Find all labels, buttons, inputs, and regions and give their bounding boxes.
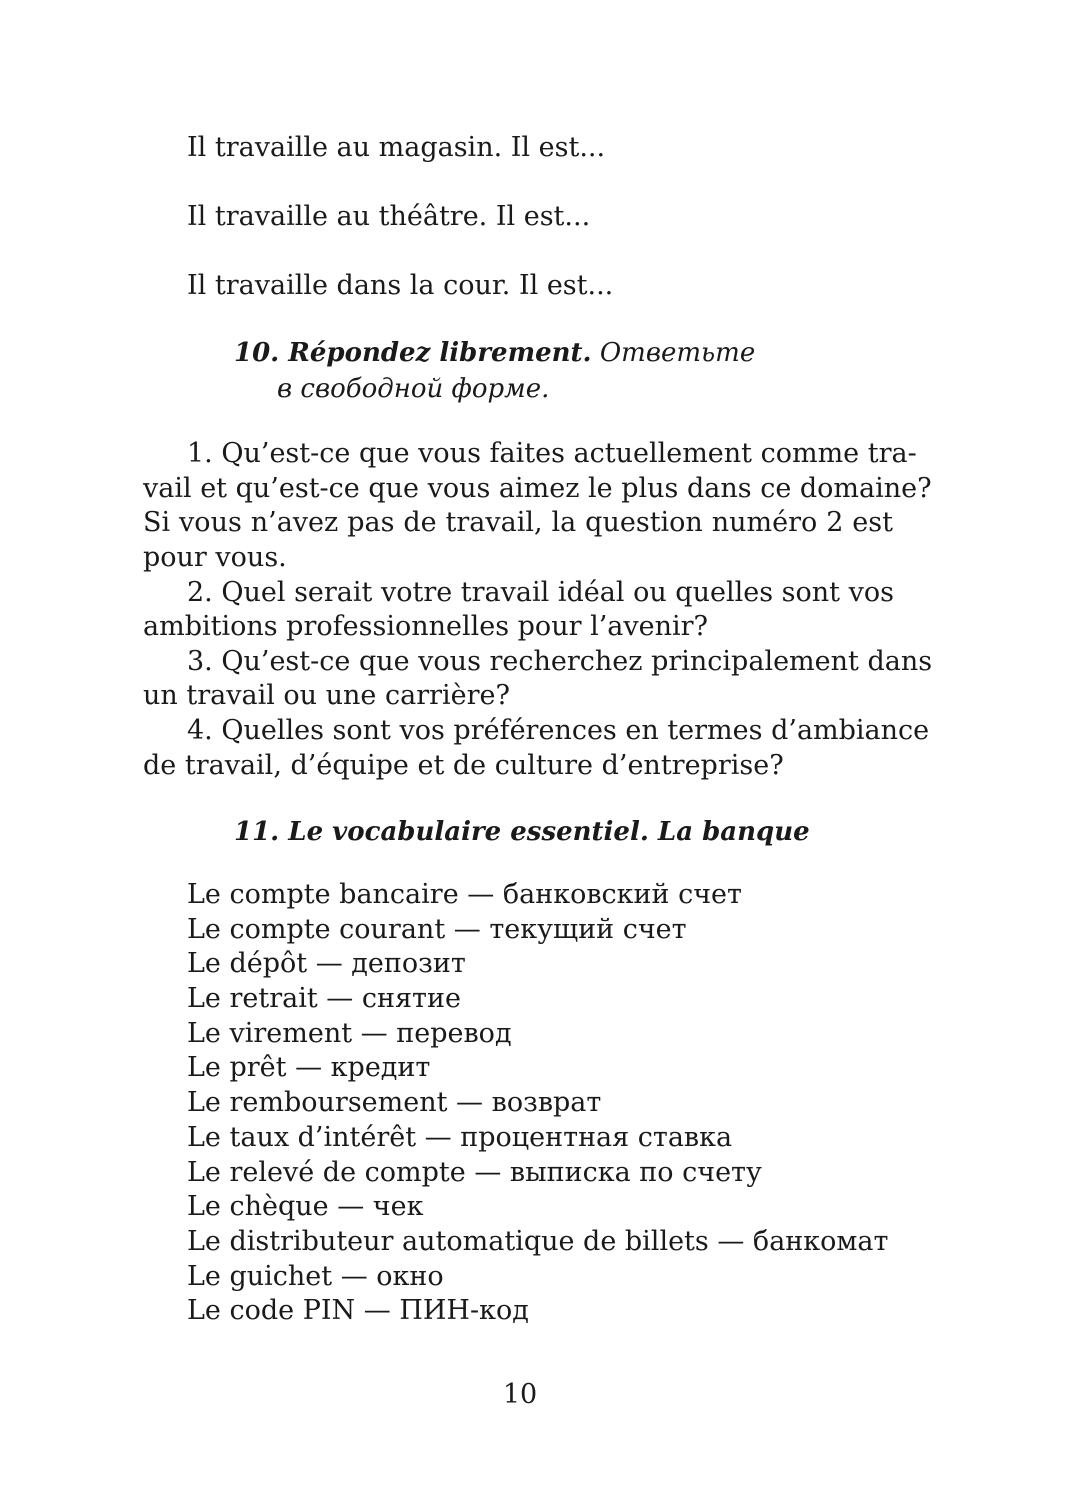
vocab-item: Le relevé de compte — выписка по счету xyxy=(187,1156,762,1188)
exercise-11-title: 11. Le vocabulaire essentiel. La banque xyxy=(234,817,810,847)
intro-line-3: Il travaille dans la cour. Il est... xyxy=(187,270,614,301)
exercise-10-line-4: pour vous. xyxy=(143,542,287,573)
exercise-10-line-8: un travail ou une carrière? xyxy=(143,680,510,711)
exercise-10-heading xyxy=(234,336,755,370)
vocabulary-list xyxy=(187,878,888,1329)
exercise-10-title-ru-2: в свободной форме. xyxy=(277,374,550,404)
vocab-item: Le compte courant — текущий счет xyxy=(187,913,687,945)
exercise-10-line-5: 2. Quel serait votre travail idéal ou quelles sont vos xyxy=(187,577,894,608)
vocab-item: Le dépôt — депозит xyxy=(187,948,466,980)
exercise-10-line-3: Si vous n’avez pas de travail, la question numéro 2 est xyxy=(143,507,893,538)
vocab-item: Le virement — перевод xyxy=(187,1017,512,1049)
vocab-item: Le prêt — кредит xyxy=(187,1052,431,1084)
vocab-item: Le code PIN — ПИН-код xyxy=(187,1295,529,1327)
exercise-10-line-1: 1. Qu’est-ce que vous faites actuellement comme tra- xyxy=(187,438,917,469)
exercise-10-line-10: de travail, d’équipe et de culture d’entreprise? xyxy=(143,750,784,781)
exercise-10-line-7: 3. Qu’est-ce que vous recherchez principalement dans xyxy=(187,646,933,677)
vocab-item: Le guichet — окно xyxy=(187,1260,444,1292)
exercise-10-line-2: vail et qu’est-ce que vous aimez le plus dans ce domaine? xyxy=(143,473,932,504)
exercise-10-line-6: ambitions professionnelles pour l’avenir? xyxy=(143,611,709,642)
exercise-11-heading xyxy=(234,815,810,849)
vocab-item: Le distributeur automatique de billets — банкомат xyxy=(187,1225,889,1257)
intro-line-2: Il travaille au théâtre. Il est... xyxy=(187,201,591,232)
vocab-item: Le compte bancaire — банковский счет xyxy=(187,879,742,910)
vocab-item: Le retrait — снятие xyxy=(187,983,461,1015)
intro-line-1: Il travaille au magasin. Il est... xyxy=(187,132,606,163)
vocab-item: Le remboursement — возврат xyxy=(187,1087,602,1119)
page-number: 10 xyxy=(502,1379,538,1410)
exercise-10-title: 10. Répondez librement. xyxy=(234,338,592,368)
vocab-item: Le taux d’intérêt — процентная ставка xyxy=(187,1121,733,1153)
vocab-item: Le chèque — чек xyxy=(187,1191,424,1223)
exercise-10-title-ru-1: Ответьте xyxy=(599,338,756,368)
exercise-10-line-9: 4. Quelles sont vos préférences en termes d’ambiance xyxy=(187,715,930,746)
